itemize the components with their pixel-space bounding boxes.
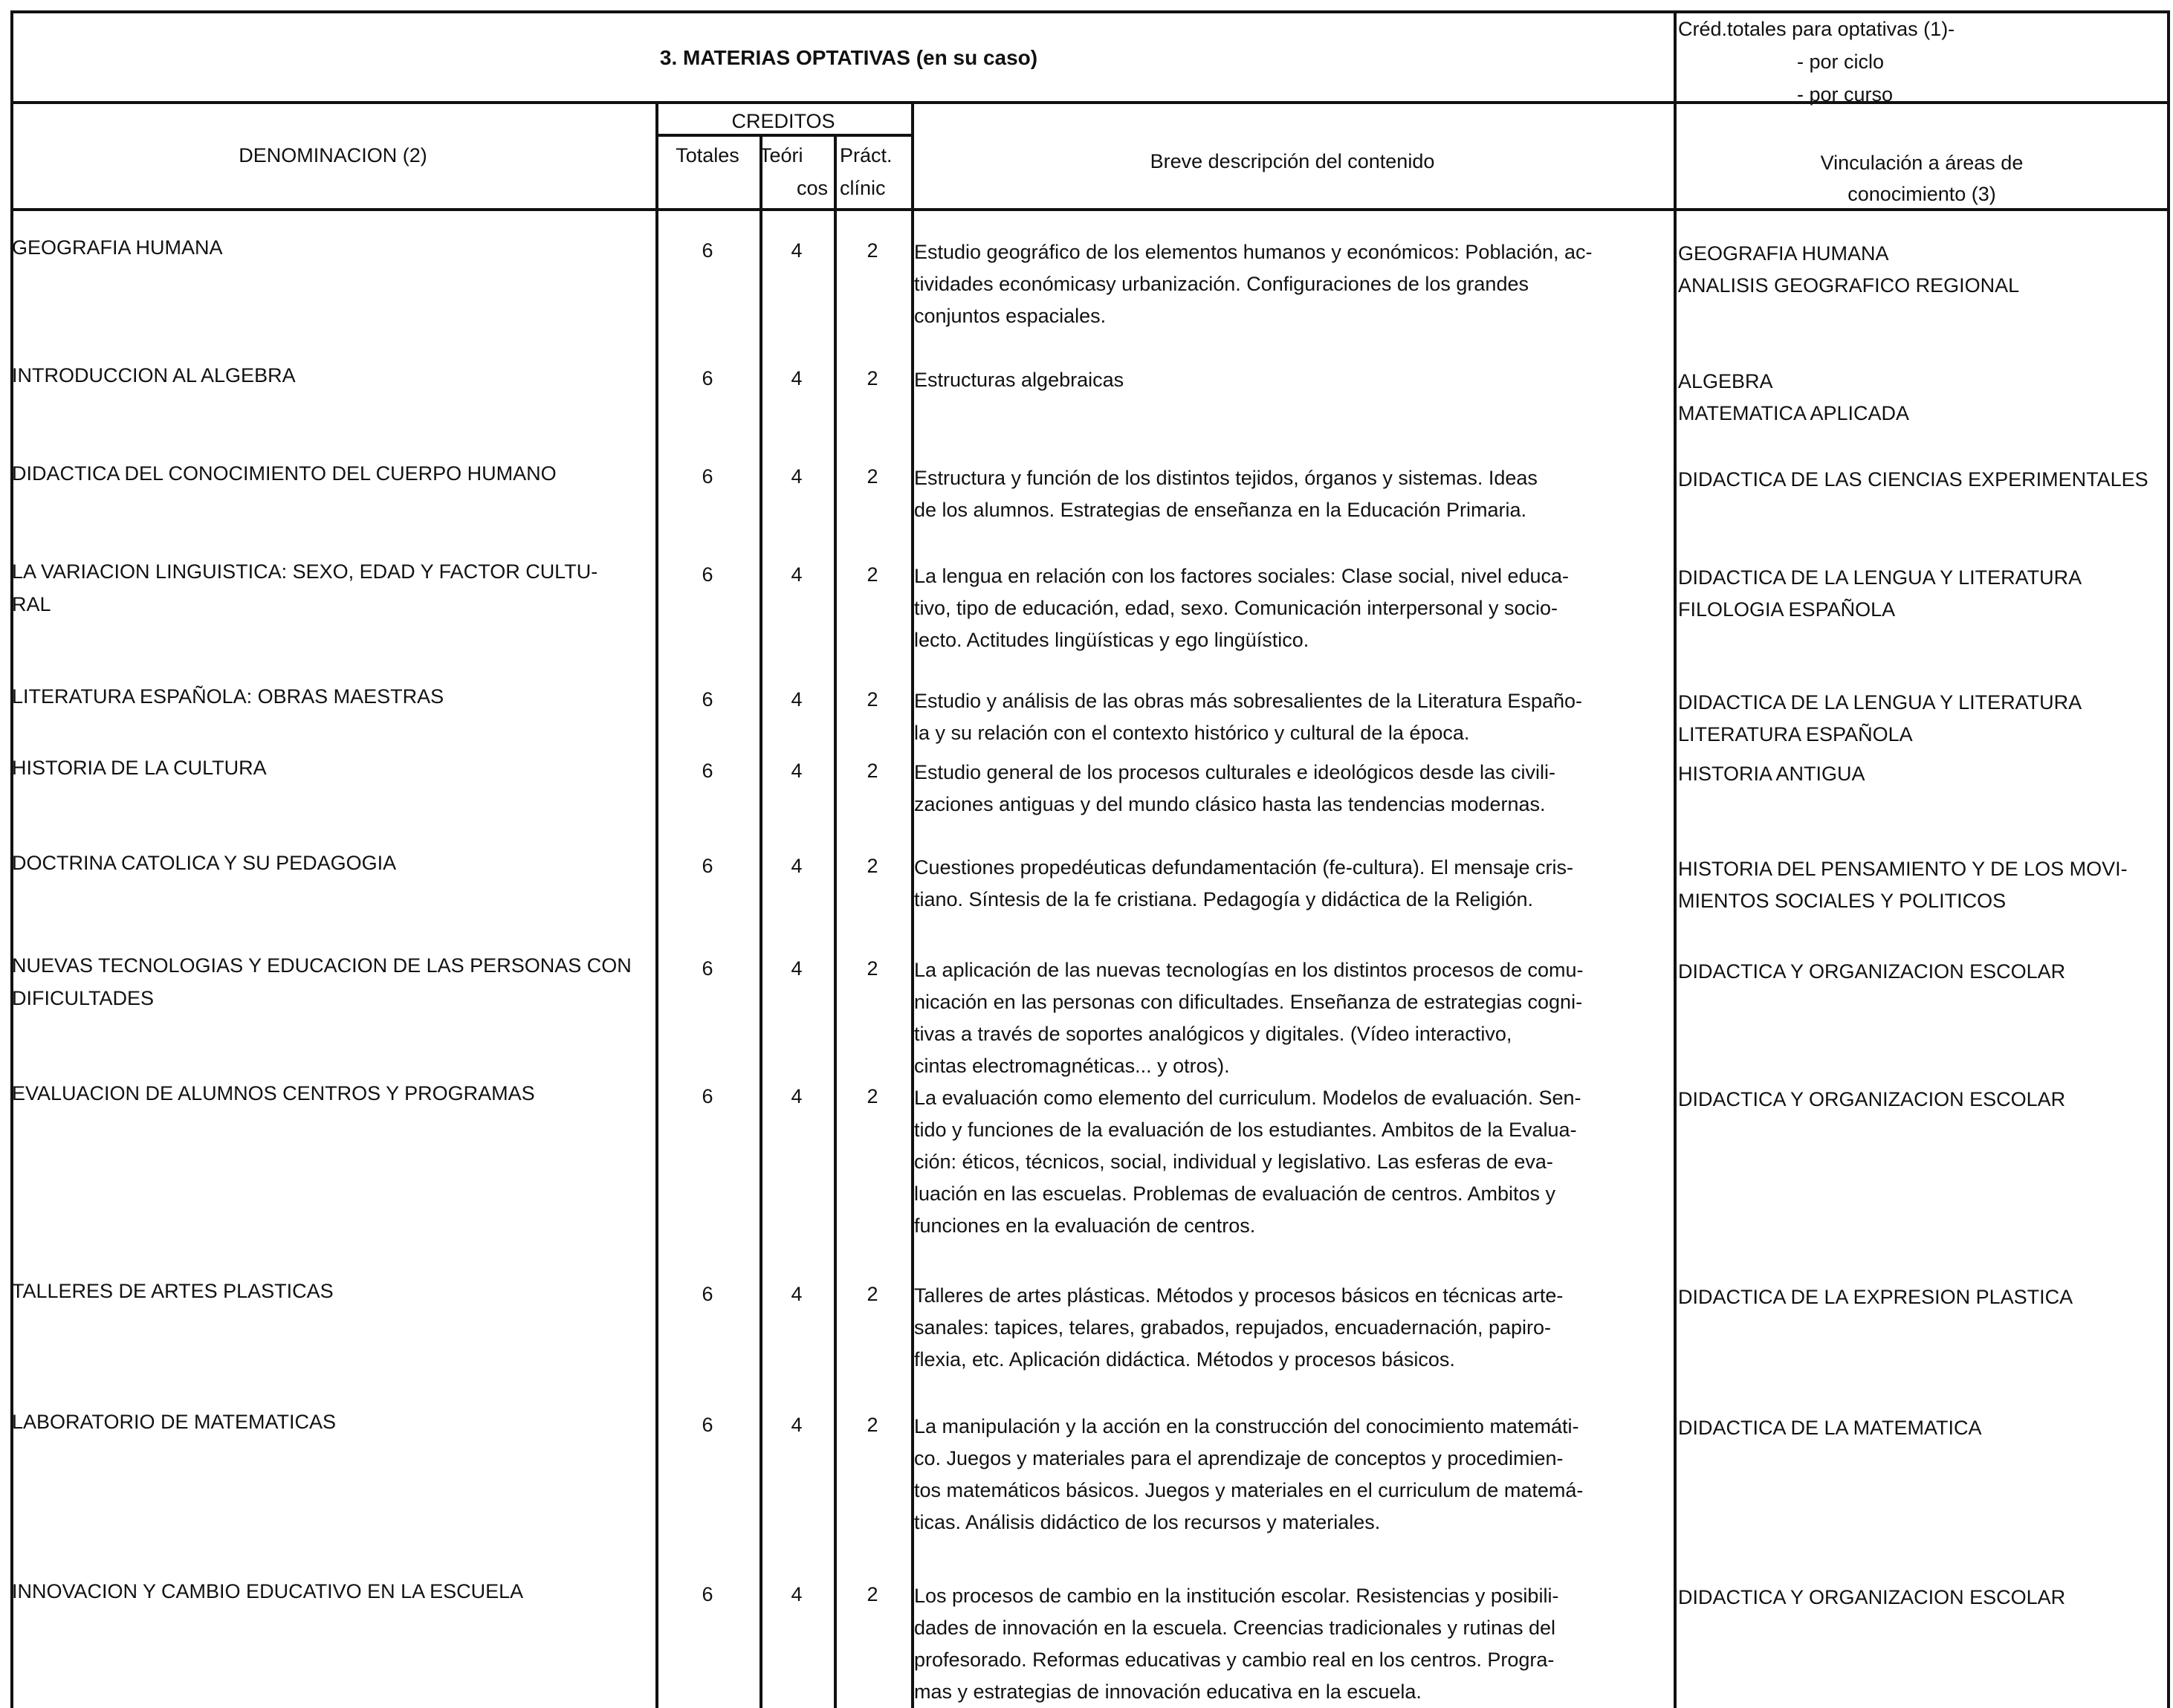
credits-teoricos: 4 [791, 367, 803, 389]
credits-teoricos: 4 [791, 855, 803, 877]
teoricos-header: cos [797, 177, 829, 199]
subject-description: mas y estrategias de innovación educativa en la escuela. [914, 1680, 1422, 1703]
areas-header: Vinculación a áreas de [1820, 152, 2024, 174]
credits-teoricos: 4 [791, 563, 803, 586]
subject-description: Estructuras algebraicas [914, 369, 1124, 391]
knowledge-area: DIDACTICA DE LA MATEMATICA [1678, 1417, 1982, 1439]
subject-name: INNOVACION Y CAMBIO EDUCATIVO EN LA ESCUELA [12, 1580, 524, 1602]
description-header: Breve descripción del contenido [1150, 150, 1435, 172]
denominacion-header: DENOMINACION (2) [239, 144, 427, 166]
credits-practicos: 2 [867, 1283, 878, 1305]
knowledge-area: MATEMATICA APLICADA [1678, 402, 1910, 424]
credits-totales: 6 [702, 855, 713, 877]
credits-practicos: 2 [867, 1583, 878, 1605]
knowledge-area: DIDACTICA DE LA EXPRESION PLASTICA [1678, 1286, 2073, 1308]
right-border [2167, 10, 2170, 1708]
subject-description: lecto. Actitudes lingüísticas y ego lingüístico. [914, 629, 1309, 651]
credits-practicos: 2 [867, 367, 878, 389]
subject-description: La aplicación de las nuevas tecnologías en los distintos procesos de comu- [914, 959, 1584, 981]
credits-practicos: 2 [867, 957, 878, 980]
knowledge-area: DIDACTICA Y ORGANIZACION ESCOLAR [1678, 960, 2066, 983]
credits-totales: 6 [702, 1283, 713, 1305]
credits-note-line: - por curso [1797, 83, 1894, 106]
subject-description: Estudio y análisis de las obras más sobresalientes de la Literatura Españo- [914, 690, 1582, 712]
credits-note-line: Créd.totales para optativas (1)- [1678, 18, 1955, 40]
totales-column-divider [655, 101, 658, 1708]
credits-practicos: 2 [867, 563, 878, 586]
subject-description: ción: éticos, técnicos, social, individual y legislativo. Las esferas de eva- [914, 1151, 1553, 1173]
knowledge-area: DIDACTICA DE LA LENGUA Y LITERATURA [1678, 691, 2082, 714]
credits-totales: 6 [702, 563, 713, 586]
subject-description: Cuestiones propedéuticas defundamentación (fe-cultura). El mensaje cris- [914, 856, 1573, 879]
subject-name: GEOGRAFIA HUMANA [12, 236, 223, 259]
credits-teoricos: 4 [791, 760, 803, 782]
credits-practicos: 2 [867, 855, 878, 877]
credits-practicos: 2 [867, 239, 878, 262]
subject-description: dades de innovación en la escuela. Creencias tradicionales y rutinas del [914, 1617, 1556, 1639]
knowledge-area: ALGEBRA [1678, 370, 1773, 392]
credits-teoricos: 4 [791, 239, 803, 262]
subject-description: La lengua en relación con los factores sociales: Clase social, nivel educa- [914, 565, 1569, 587]
credits-totales: 6 [702, 1414, 713, 1436]
credits-totales: 6 [702, 760, 713, 782]
credits-totales: 6 [702, 957, 713, 980]
knowledge-area: GEOGRAFIA HUMANA [1678, 242, 1889, 265]
knowledge-area: HISTORIA ANTIGUA [1678, 763, 1865, 785]
knowledge-area: ANALISIS GEOGRAFICO REGIONAL [1678, 274, 2020, 297]
subject-description: sanales: tapices, telares, grabados, repujados, encuadernación, papiro- [914, 1316, 1552, 1339]
areas-column-divider [1674, 10, 1677, 1708]
subject-description: nicación en las personas con dificultades. Enseñanza de estrategias cogni- [914, 991, 1583, 1013]
knowledge-area: DIDACTICA DE LA LENGUA Y LITERATURA [1678, 566, 2082, 589]
subject-description: tiano. Síntesis de la fe cristiana. Pedagogía y didáctica de la Religión. [914, 888, 1534, 910]
section-title: 3. MATERIAS OPTATIVAS (en su caso) [659, 46, 1038, 69]
subject-description: funciones en la evaluación de centros. [914, 1214, 1256, 1237]
credits-teoricos: 4 [791, 957, 803, 980]
credits-practicos: 2 [867, 1414, 878, 1436]
knowledge-area: FILOLOGIA ESPAÑOLA [1678, 598, 1896, 621]
subject-description: conjuntos espaciales. [914, 305, 1107, 327]
credits-totales: 6 [702, 465, 713, 488]
subject-description: co. Juegos y materiales para el aprendizaje de conceptos y procedimien- [914, 1447, 1564, 1469]
knowledge-area: DIDACTICA Y ORGANIZACION ESCOLAR [1678, 1088, 2066, 1110]
subject-name: NUEVAS TECNOLOGIAS Y EDUCACION DE LAS PERSONAS CON [12, 954, 632, 977]
practicos-header: clínic [840, 177, 886, 199]
credits-teoricos: 4 [791, 1583, 803, 1605]
subject-description: tividades económicasy urbanización. Configuraciones de los grandes [914, 273, 1529, 295]
teoricos-header: Teóri [760, 144, 803, 166]
totales-header: Totales [676, 144, 739, 166]
credits-teoricos: 4 [791, 1085, 803, 1107]
subject-name: DIFICULTADES [12, 987, 155, 1009]
knowledge-area: LITERATURA ESPAÑOLA [1678, 723, 1913, 745]
subject-description: zaciones antiguas y del mundo clásico hasta las tendencias modernas. [914, 793, 1546, 815]
credits-teoricos: 4 [791, 688, 803, 711]
subject-description: Estudio geográfico de los elementos humanos y económicos: Población, ac- [914, 241, 1593, 263]
subject-description: cintas electromagnéticas... y otros). [914, 1055, 1230, 1077]
subject-description: tido y funciones de la evaluación de los estudiantes. Ambitos de la Evalua- [914, 1119, 1577, 1141]
credits-note-line: - por ciclo [1797, 51, 1885, 73]
knowledge-area: DIDACTICA Y ORGANIZACION ESCOLAR [1678, 1586, 2066, 1608]
subject-name: LABORATORIO DE MATEMATICAS [12, 1411, 337, 1433]
subject-description: Estructura y función de los distintos tejidos, órganos y sistemas. Ideas [914, 467, 1538, 489]
subject-description: de los alumnos. Estrategias de enseñanza en la Educación Primaria. [914, 499, 1526, 521]
areas-header: conocimiento (3) [1847, 183, 1996, 205]
subject-description: luación en las escuelas. Problemas de evaluación de centros. Ambitos y [914, 1183, 1555, 1205]
knowledge-area: HISTORIA DEL PENSAMIENTO Y DE LOS MOVI- [1678, 858, 2128, 880]
subject-name: HISTORIA DE LA CULTURA [12, 757, 267, 779]
subject-name: LITERATURA ESPAÑOLA: OBRAS MAESTRAS [12, 685, 444, 708]
credits-practicos: 2 [867, 465, 878, 488]
subject-description: la y su relación con el contexto histórico y cultural de la época. [914, 722, 1470, 744]
subject-description: tivo, tipo de educación, edad, sexo. Comunicación interpersonal y socio- [914, 597, 1558, 619]
credits-teoricos: 4 [791, 1414, 803, 1436]
subject-description: profesorado. Reformas educativas y cambio real en los centros. Progra- [914, 1649, 1555, 1671]
subject-name: DIDACTICA DEL CONOCIMIENTO DEL CUERPO HUMANO [12, 462, 557, 485]
credits-totales: 6 [702, 1583, 713, 1605]
subject-name: LA VARIACION LINGUISTICA: SEXO, EDAD Y FACTOR CULTU- [12, 560, 598, 583]
subject-description: Los procesos de cambio en la institución escolar. Resistencias y posibili- [914, 1585, 1559, 1607]
credits-practicos: 2 [867, 688, 878, 711]
knowledge-area: MIENTOS SOCIALES Y POLITICOS [1678, 890, 2007, 912]
subject-description: ticas. Análisis didáctico de los recursos y materiales. [914, 1511, 1381, 1533]
credits-teoricos: 4 [791, 465, 803, 488]
subject-description: La evaluación como elemento del curriculum. Modelos de evaluación. Sen- [914, 1087, 1581, 1109]
subject-description: La manipulación y la acción en la construcción del conocimiento matemáti- [914, 1415, 1579, 1437]
creditos-header: CREDITOS [731, 110, 835, 132]
subject-name: RAL [12, 593, 51, 615]
credits-totales: 6 [702, 239, 713, 262]
credits-totales: 6 [702, 367, 713, 389]
credits-totales: 6 [702, 1085, 713, 1107]
subject-name: DOCTRINA CATOLICA Y SU PEDAGOGIA [12, 852, 397, 874]
subject-name: TALLERES DE ARTES PLASTICAS [12, 1280, 334, 1302]
credits-totales: 6 [702, 688, 713, 711]
credits-practicos: 2 [867, 760, 878, 782]
subject-description: flexia, etc. Aplicación didáctica. Métodos y procesos básicos. [914, 1348, 1455, 1371]
subject-name: EVALUACION DE ALUMNOS CENTROS Y PROGRAMAS [12, 1082, 535, 1104]
practicos-header: Práct. [840, 144, 893, 166]
subject-name: INTRODUCCION AL ALGEBRA [12, 364, 296, 386]
subject-description: tivas a través de soportes analógicos y digitales. (Vídeo interactivo, [914, 1023, 1512, 1045]
credits-teoricos: 4 [791, 1283, 803, 1305]
knowledge-area: DIDACTICA DE LAS CIENCIAS EXPERIMENTALES [1678, 468, 2148, 491]
subject-description: tos matemáticos básicos. Juegos y materiales en el curriculum de matemá- [914, 1479, 1584, 1501]
subject-description: Estudio general de los procesos culturales e ideológicos desde las civili- [914, 761, 1555, 783]
subject-description: Talleres de artes plásticas. Métodos y procesos básicos en técnicas arte- [914, 1284, 1564, 1307]
credits-practicos: 2 [867, 1085, 878, 1107]
